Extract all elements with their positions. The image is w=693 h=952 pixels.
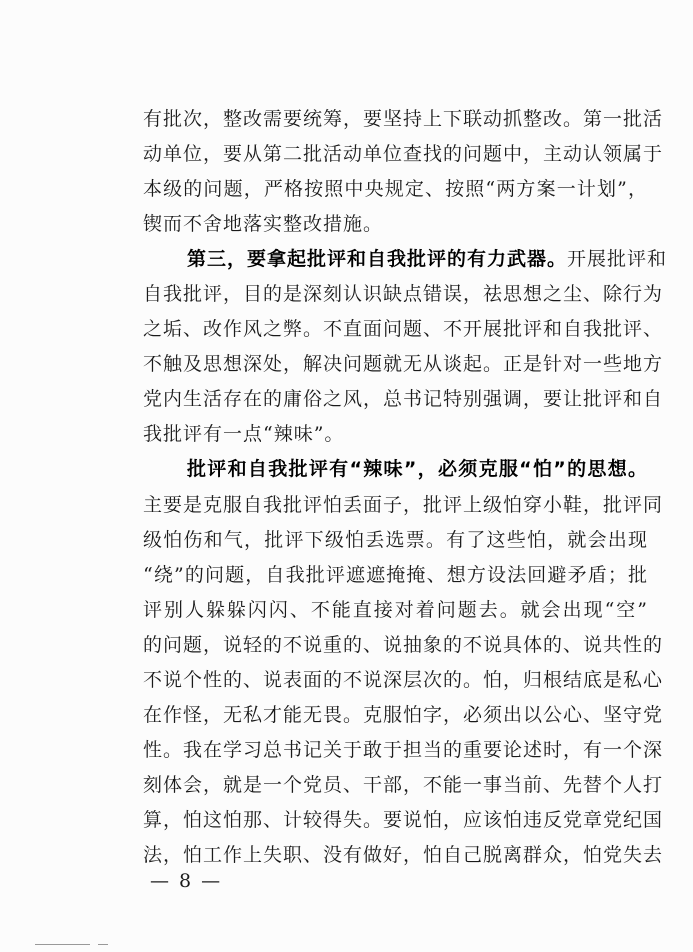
text-segment: 党内生活存在的庸俗之风，总书记特别强调，要让批评和自 bbox=[143, 388, 664, 411]
text-line bbox=[143, 312, 664, 347]
text-segment: 我批评有一点“辣味”。 bbox=[143, 423, 345, 446]
text-line bbox=[143, 347, 664, 382]
text-segment: 有批次，整改需要统筹，要坚持上下联动抓整改。第一批活 bbox=[143, 108, 664, 130]
text-segment: 的问题，说轻的不说重的、说抽象的不说具体的、说共性的 bbox=[143, 633, 664, 656]
text-line bbox=[143, 523, 648, 558]
text-segment: 之垢、改作风之弊。不直面问题、不开展批评和自我批评、 bbox=[143, 318, 664, 341]
text-segment: 本级的问题，严格按照中央规定、按照“两方案一计划”， bbox=[143, 178, 648, 201]
page-number: — 8 — bbox=[150, 870, 223, 892]
text-line bbox=[143, 172, 648, 207]
text-line bbox=[143, 417, 648, 452]
text-line bbox=[143, 488, 664, 523]
text-segment: 主要是克服自我批评怕丢面子，批评上级怕穿小鞋，批评同 bbox=[143, 493, 664, 516]
text-line bbox=[143, 277, 664, 312]
scan-mark bbox=[98, 944, 108, 945]
text-segment: 算，怕这怕那、计较得失。要说怕，应该怕违反党章党纪国 bbox=[143, 808, 664, 831]
text-segment: 动单位，要从第二批活动单位查找的问题中，主动认领属于 bbox=[143, 143, 664, 166]
text-line bbox=[143, 382, 664, 417]
text-line bbox=[143, 137, 664, 172]
text-line bbox=[143, 663, 664, 698]
text-line bbox=[143, 207, 648, 242]
text-segment: 自我批评，目的是深刻认识缺点错误，祛思想之尘、除行为 bbox=[143, 283, 664, 306]
text-line bbox=[143, 242, 668, 277]
text-segment: 锲而不舍地落实整改措施。 bbox=[143, 213, 384, 236]
text-segment: 开展批评和 bbox=[567, 248, 668, 271]
text-segment: 刻体会，就是一个党员、干部，不能一事当前、先替个人打 bbox=[143, 773, 664, 796]
body-text bbox=[143, 102, 668, 873]
text-line bbox=[143, 698, 664, 733]
scan-mark bbox=[35, 944, 90, 945]
text-segment: 级怕伤和气，批评下级怕丢选票。有了这些怕，就会出现 bbox=[143, 528, 648, 551]
text-segment: “绕”的问题，自我批评遮遮掩掩、想方设法回避矛盾；批 bbox=[143, 563, 648, 586]
text-segment: 不触及思想深处，解决问题就无从谈起。正是针对一些地方 bbox=[143, 353, 664, 376]
text-segment: 性。我在学习总书记关于敢于担当的重要论述时，有一个深 bbox=[143, 738, 664, 761]
text-line bbox=[143, 838, 664, 873]
text-line bbox=[143, 558, 648, 593]
text-segment: 在作怪，无私才能无畏。克服怕字，必须出以公心、坚守党 bbox=[143, 703, 664, 726]
text-line bbox=[143, 452, 648, 487]
text-line bbox=[143, 803, 664, 838]
text-segment: 评别人躲躲闪闪、不能直接对着问题去。就会出现“空” bbox=[143, 598, 648, 621]
text-line bbox=[143, 102, 664, 137]
text-line bbox=[143, 628, 664, 663]
text-line bbox=[143, 733, 664, 768]
text-segment: 不说个性的、说表面的不说深层次的。怕，归根结底是私心 bbox=[143, 668, 664, 691]
text-segment: 法，怕工作上失职、没有做好，怕自己脱离群众，怕党失去 bbox=[143, 843, 664, 866]
text-line bbox=[143, 593, 648, 628]
bold-heading-text: 批评和自我批评有“辣味”，必须克服“怕”的思想。 bbox=[187, 458, 648, 481]
bold-heading-text: 第三，要拿起批评和自我批评的有力武器。 bbox=[187, 248, 568, 271]
text-line bbox=[143, 768, 664, 803]
